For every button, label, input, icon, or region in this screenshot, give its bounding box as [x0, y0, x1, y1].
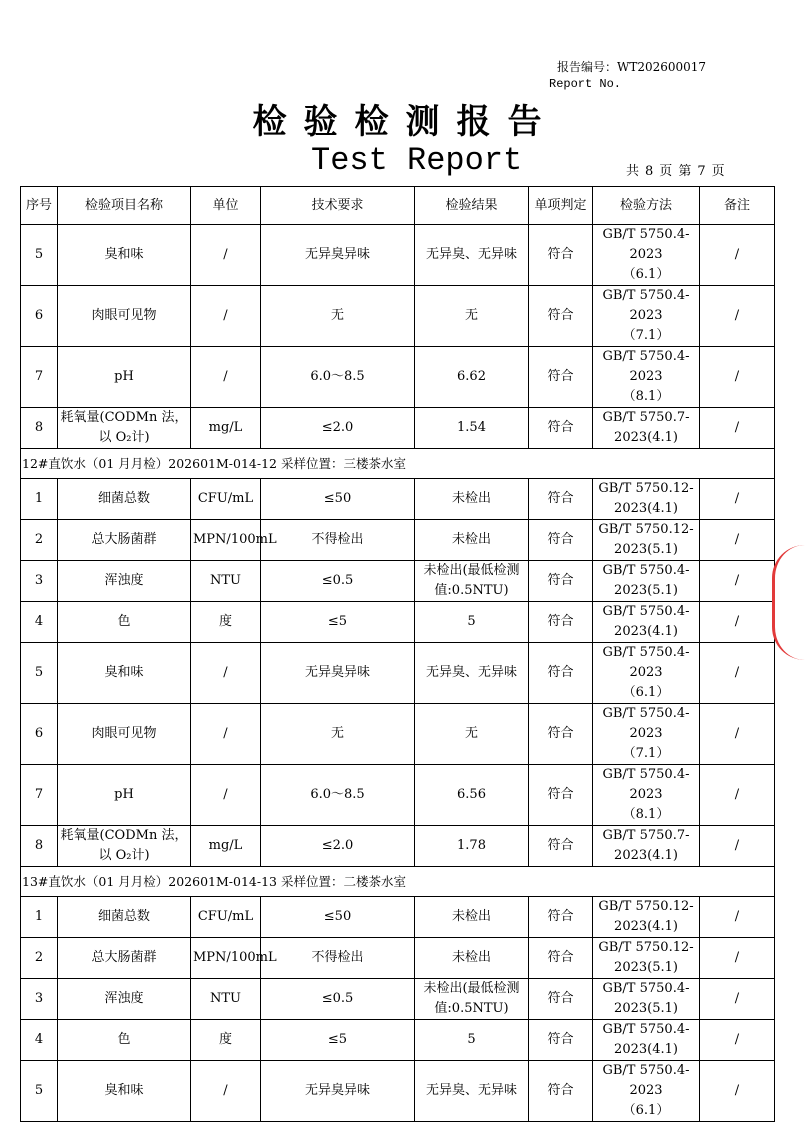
cell-method: GB/T 5750.4-2023 （6.1）: [593, 1061, 700, 1122]
cell-verdict: 符合: [529, 704, 593, 765]
table-row: [21, 765, 775, 826]
cell-index: 5: [21, 1061, 58, 1122]
cell-index: 4: [21, 602, 58, 643]
cell-unit: /: [191, 225, 261, 286]
cell-unit: NTU: [191, 979, 261, 1020]
cell-result: 无异臭、无异味: [415, 1061, 529, 1122]
cell-item: 总大肠菌群: [58, 938, 191, 979]
cell-requirement: ≤2.0: [261, 826, 415, 867]
col-header-result: 检验结果: [415, 187, 529, 225]
cell-index: 5: [21, 643, 58, 704]
cell-unit: MPN/100mL: [191, 938, 261, 979]
cell-result: 未检出: [415, 520, 529, 561]
cell-result: 未检出(最低检测 值:0.5NTU): [415, 979, 529, 1020]
cell-item: pH: [58, 347, 191, 408]
cell-item: 耗氧量(CODMn 法， 以 O₂计): [58, 408, 191, 449]
cell-verdict: 符合: [529, 897, 593, 938]
cell-index: 8: [21, 826, 58, 867]
cell-verdict: 符合: [529, 520, 593, 561]
cell-unit: /: [191, 286, 261, 347]
cell-item: 臭和味: [58, 225, 191, 286]
cell-requirement: 6.0～8.5: [261, 765, 415, 826]
cell-requirement: 无异臭异味: [261, 225, 415, 286]
report-title-cn: 检验检测报告: [252, 102, 559, 142]
cell-unit: CFU/mL: [191, 897, 261, 938]
table-row: [21, 979, 775, 1020]
cell-item: 细菌总数: [58, 479, 191, 520]
cell-method: GB/T 5750.4-2023 （7.1）: [593, 704, 700, 765]
cell-requirement: 6.0～8.5: [261, 347, 415, 408]
cell-verdict: 符合: [529, 1061, 593, 1122]
cell-verdict: 符合: [529, 602, 593, 643]
cell-verdict: 符合: [529, 765, 593, 826]
cell-index: 7: [21, 347, 58, 408]
cell-index: 3: [21, 561, 58, 602]
cell-result: 5: [415, 602, 529, 643]
cell-requirement: 不得检出: [261, 520, 415, 561]
cell-unit: mg/L: [191, 408, 261, 449]
table-body: [21, 225, 775, 1122]
cell-item: 耗氧量(CODMn 法， 以 O₂计): [58, 826, 191, 867]
cell-index: 3: [21, 979, 58, 1020]
cell-index: 6: [21, 286, 58, 347]
cell-unit: NTU: [191, 561, 261, 602]
cell-unit: /: [191, 643, 261, 704]
table-row: [21, 286, 775, 347]
table-row: [21, 643, 775, 704]
cell-index: 6: [21, 704, 58, 765]
cell-item: 肉眼可见物: [58, 286, 191, 347]
cell-unit: mg/L: [191, 826, 261, 867]
cell-remark: /: [700, 897, 775, 938]
report-number-en-label: Report No.: [549, 77, 622, 91]
cell-requirement: ≤5: [261, 1020, 415, 1061]
col-header-method: 检验方法: [593, 187, 700, 225]
section-title: 13#直饮水（01 月月检）202601M-014-13 采样位置：二楼茶水室: [21, 867, 775, 897]
cell-remark: /: [700, 225, 775, 286]
table-row: [21, 561, 775, 602]
red-seal-stamp: [772, 545, 805, 660]
cell-requirement: 无: [261, 704, 415, 765]
cell-requirement: ≤0.5: [261, 979, 415, 1020]
cell-requirement: 不得检出: [261, 938, 415, 979]
cell-result: 未检出: [415, 938, 529, 979]
cell-item: 浑浊度: [58, 979, 191, 1020]
cell-method: GB/T 5750.7- 2023(4.1): [593, 408, 700, 449]
cell-result: 5: [415, 1020, 529, 1061]
cell-verdict: 符合: [529, 286, 593, 347]
cell-remark: /: [700, 347, 775, 408]
cell-verdict: 符合: [529, 408, 593, 449]
cell-remark: /: [700, 1061, 775, 1122]
cell-result: 未检出: [415, 897, 529, 938]
cell-result: 6.62: [415, 347, 529, 408]
cell-remark: /: [700, 1020, 775, 1061]
col-header-remark: 备注: [700, 187, 775, 225]
cell-item: 肉眼可见物: [58, 704, 191, 765]
cell-item: 臭和味: [58, 1061, 191, 1122]
cell-remark: /: [700, 826, 775, 867]
cell-method: GB/T 5750.4- 2023(4.1): [593, 602, 700, 643]
col-header-verdict: 单项判定: [529, 187, 593, 225]
cell-verdict: 符合: [529, 938, 593, 979]
page-current-suffix: 页: [711, 164, 725, 179]
cell-index: 4: [21, 1020, 58, 1061]
cell-method: GB/T 5750.12- 2023(5.1): [593, 938, 700, 979]
cell-unit: /: [191, 704, 261, 765]
report-number: 报告编号：WT202600017: [557, 60, 707, 74]
cell-result: 未检出: [415, 479, 529, 520]
cell-result: 无: [415, 704, 529, 765]
cell-index: 5: [21, 225, 58, 286]
cell-unit: 度: [191, 1020, 261, 1061]
page-total-suffix: 页: [659, 164, 673, 179]
cell-remark: /: [700, 408, 775, 449]
cell-remark: /: [700, 286, 775, 347]
cell-unit: /: [191, 347, 261, 408]
cell-result: 无异臭、无异味: [415, 643, 529, 704]
cell-method: GB/T 5750.4-2023 （8.1）: [593, 765, 700, 826]
table-row: [21, 347, 775, 408]
section-row: [21, 449, 775, 479]
cell-result: 1.78: [415, 826, 529, 867]
cell-result: 1.54: [415, 408, 529, 449]
cell-unit: 度: [191, 602, 261, 643]
cell-verdict: 符合: [529, 347, 593, 408]
table-row: [21, 520, 775, 561]
cell-index: 2: [21, 938, 58, 979]
page-current: 7: [697, 164, 706, 179]
cell-method: GB/T 5750.12- 2023(4.1): [593, 897, 700, 938]
cell-unit: /: [191, 765, 261, 826]
cell-verdict: 符合: [529, 1020, 593, 1061]
table-row: [21, 938, 775, 979]
section-row: [21, 867, 775, 897]
cell-verdict: 符合: [529, 225, 593, 286]
cell-verdict: 符合: [529, 826, 593, 867]
table-row: [21, 1020, 775, 1061]
cell-remark: /: [700, 520, 775, 561]
cell-result: 6.56: [415, 765, 529, 826]
cell-item: pH: [58, 765, 191, 826]
cell-requirement: 无异臭异味: [261, 643, 415, 704]
cell-item: 细菌总数: [58, 897, 191, 938]
col-header-unit: 单位: [191, 187, 261, 225]
cell-index: 7: [21, 765, 58, 826]
cell-verdict: 符合: [529, 979, 593, 1020]
cell-unit: /: [191, 1061, 261, 1122]
col-header-index: 序号: [21, 187, 58, 225]
cell-item: 浑浊度: [58, 561, 191, 602]
report-title-en: Test Report: [311, 142, 523, 179]
cell-method: GB/T 5750.12- 2023(5.1): [593, 520, 700, 561]
table-row: [21, 602, 775, 643]
cell-index: 1: [21, 897, 58, 938]
cell-remark: /: [700, 938, 775, 979]
cell-requirement: 无异臭异味: [261, 1061, 415, 1122]
page-current-prefix: 第: [678, 164, 692, 179]
cell-remark: /: [700, 479, 775, 520]
cell-requirement: ≤50: [261, 479, 415, 520]
cell-method: GB/T 5750.4-2023 （7.1）: [593, 286, 700, 347]
cell-unit: MPN/100mL: [191, 520, 261, 561]
cell-verdict: 符合: [529, 479, 593, 520]
cell-method: GB/T 5750.7- 2023(4.1): [593, 826, 700, 867]
cell-remark: /: [700, 602, 775, 643]
table-row: [21, 897, 775, 938]
cell-item: 色: [58, 602, 191, 643]
cell-requirement: ≤50: [261, 897, 415, 938]
cell-item: 臭和味: [58, 643, 191, 704]
cell-index: 1: [21, 479, 58, 520]
page-total: 8: [645, 164, 654, 179]
cell-index: 8: [21, 408, 58, 449]
cell-remark: /: [700, 704, 775, 765]
table-row: [21, 1061, 775, 1122]
cell-requirement: ≤0.5: [261, 561, 415, 602]
page-info: [623, 160, 728, 179]
cell-method: GB/T 5750.4-2023 （8.1）: [593, 347, 700, 408]
cell-method: GB/T 5750.4-2023 （6.1）: [593, 225, 700, 286]
cell-requirement: ≤5: [261, 602, 415, 643]
cell-requirement: ≤2.0: [261, 408, 415, 449]
cell-method: GB/T 5750.12- 2023(4.1): [593, 479, 700, 520]
cell-remark: /: [700, 643, 775, 704]
page-total-prefix: 共: [626, 164, 640, 179]
cell-index: 2: [21, 520, 58, 561]
cell-item: 总大肠菌群: [58, 520, 191, 561]
cell-method: GB/T 5750.4- 2023(4.1): [593, 1020, 700, 1061]
cell-remark: /: [700, 561, 775, 602]
cell-result: 未检出(最低检测 值:0.5NTU): [415, 561, 529, 602]
cell-result: 无异臭、无异味: [415, 225, 529, 286]
cell-method: GB/T 5750.4-2023 （6.1）: [593, 643, 700, 704]
table-row: [21, 704, 775, 765]
cell-method: GB/T 5750.4- 2023(5.1): [593, 561, 700, 602]
table-row: [21, 826, 775, 867]
table-row: [21, 408, 775, 449]
col-header-requirement: 技术要求: [261, 187, 415, 225]
table-header-row: [21, 187, 775, 225]
cell-requirement: 无: [261, 286, 415, 347]
col-header-item: 检验项目名称: [58, 187, 191, 225]
section-title: 12#直饮水（01 月月检）202601M-014-12 采样位置：三楼茶水室: [21, 449, 775, 479]
cell-item: 色: [58, 1020, 191, 1061]
cell-method: GB/T 5750.4- 2023(5.1): [593, 979, 700, 1020]
cell-remark: /: [700, 979, 775, 1020]
cell-verdict: 符合: [529, 643, 593, 704]
cell-result: 无: [415, 286, 529, 347]
cell-remark: /: [700, 765, 775, 826]
cell-verdict: 符合: [529, 561, 593, 602]
results-table: [20, 186, 775, 1122]
table-row: [21, 479, 775, 520]
table-row: [21, 225, 775, 286]
cell-unit: CFU/mL: [191, 479, 261, 520]
